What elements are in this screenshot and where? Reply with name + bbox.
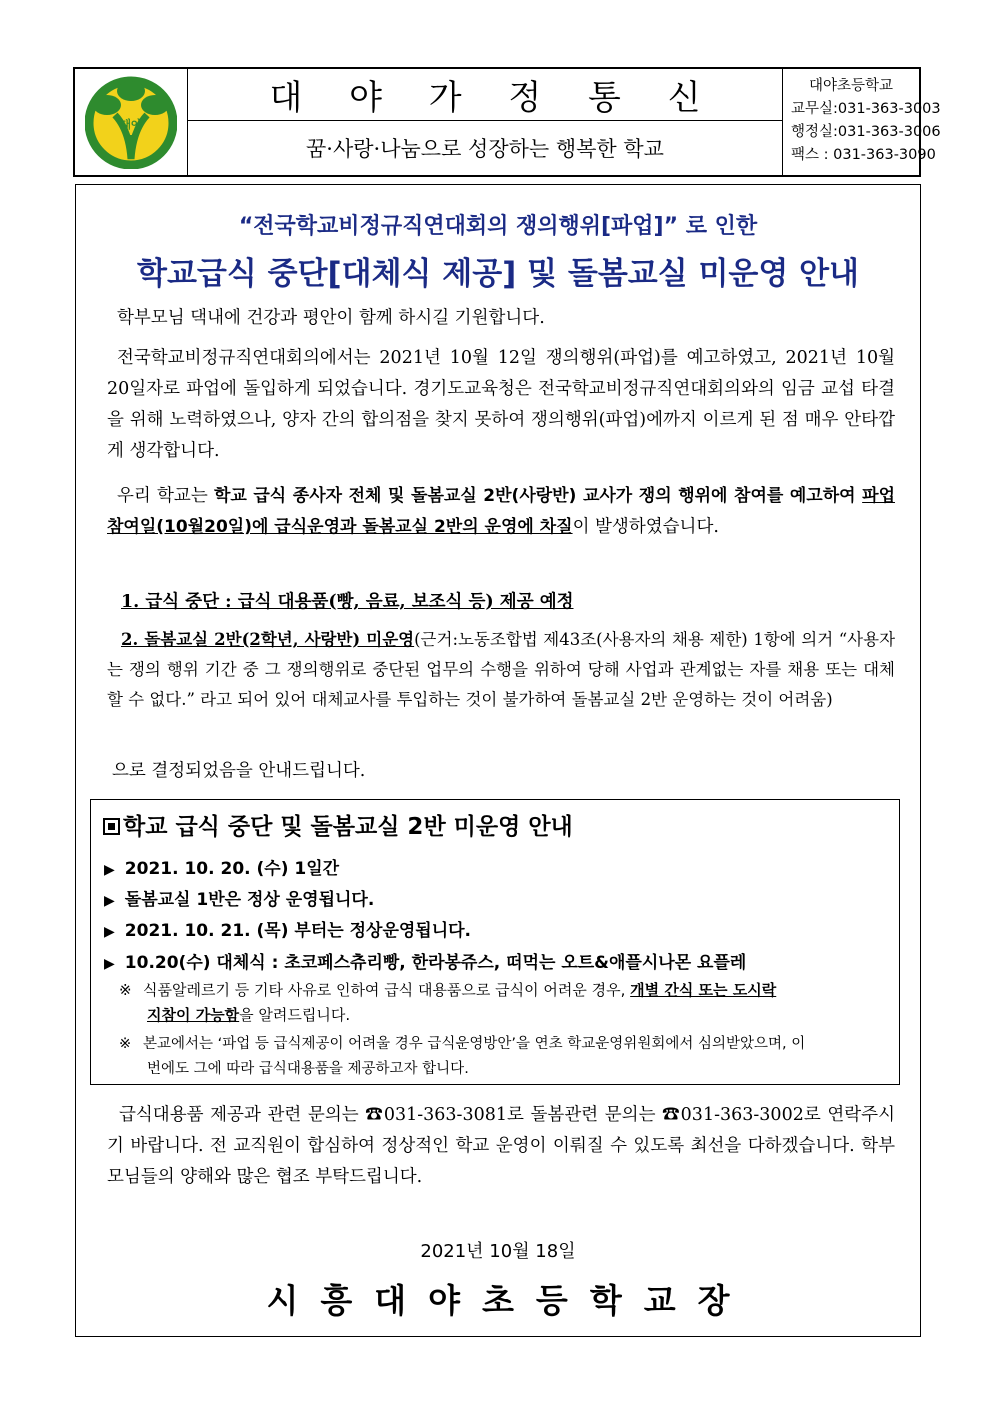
headline-line1: “전국학교비정규직연대회의 쟁의행위[파업]” 로 인한 [238, 214, 758, 239]
triangle-bullet-icon: ▶ [104, 893, 115, 909]
newsletter-title-cell [188, 69, 783, 121]
square-bullet-icon [103, 818, 120, 835]
school-slogan: 꿈·사랑·나눔으로 성장하는 행복한 학교 [306, 137, 664, 161]
impact-text-d: 이 발생하였습니다. [572, 517, 719, 537]
contact-fax: 팩스 : 031-363-3090 [791, 147, 936, 163]
contact-cell [783, 69, 941, 175]
notice-bullet: ▶ 10.20(수) 대체식 : 초코페스츄리빵, 한라봉쥬스, 떠먹는 오트&애플시나몬 요플레 [104, 953, 747, 973]
school-logo-icon [85, 75, 177, 169]
allergy-note: ※ 식품알레르기 등 기타 사유로 인하여 급식 대용품으로 급식이 어려운 경우, 개별 간식 또는 도시락 지참이 가능함을 알려드립니다. [119, 978, 889, 1028]
committee-note: ※ 본교에서는 ‘파업 등 급식제공이 어려울 경우 급식운영방안’을 연초 학교운영위원회에서 심의받았으며, 이 번에도 그에 따라 급식대용품을 제공하고자 합니다. [119, 1032, 889, 1082]
note-mark: ※ [119, 981, 132, 999]
triangle-bullet-icon: ▶ [104, 862, 115, 878]
impact-text-a: 우리 학교는 [117, 486, 214, 506]
notice-bullet: ▶ 2021. 10. 20. (수) 1일간 [104, 859, 340, 879]
letterhead [73, 67, 941, 177]
note-emphasis-cont: 지참이 가능함 [147, 1006, 240, 1024]
logo-text: 대야 [120, 118, 142, 131]
triangle-bullet-icon: ▶ [104, 956, 115, 972]
greeting-paragraph: 학부모님 댁내에 건강과 평안이 함께 하시길 기원합니다. [117, 308, 545, 328]
triangle-bullet-icon: ▶ [104, 924, 115, 940]
notice-bullet: ▶ 돌봄교실 1반은 정상 운영됩니다. [104, 890, 375, 910]
decision-paragraph: 으로 결정되었음을 안내드립니다. [112, 761, 366, 781]
school-name: 대야초등학교 [808, 78, 894, 94]
impact-paragraph [107, 481, 895, 543]
newsletter-title: 대 야 가 정 통 신 [269, 78, 719, 118]
strike-background-paragraph: 전국학교비정규직연대회의에서는 2021년 10월 12일 쟁의행위(파업)를 예고하였고, 2021년 10월 20일자로 파업에 돌입하게 되었습니다. 경기도교육청은 전국학교비정규직연대회의와의 임금 교섭 타결을 위해 노력하였으나, 양자 간의 합의점을 찾지 못하여 쟁의행위(파업)에까지 이르게 된 점 매우 안타깝게 생각합니다. [107, 348, 895, 461]
impact-text-b: 학교 급식 종사자 전체 및 돌봄교실 2반(사랑반) 교사가 쟁의 행위에 참여를 예고하여 [213, 486, 863, 506]
item2-legal-basis: (근거:노동조합법 제43조(사용자의 채용 제한) 1항에 의거 “사용자는 쟁의 행위 기간 중 그 쟁의행위로 중단된 업무의 수행을 위하여 당해 사업과 관계없는 자를 채용 또는 대체할 수 없다.” 라고 되어 있어 대체교사를 투입하는 것이 불가하여 돌봄교실 2반 운영하는 것이 어려움) [107, 630, 896, 709]
impact-text-c: 파업참여일(10월20일)에 급식운영과 돌봄교실 2반의 운영에 차질 [107, 486, 895, 537]
logo-cell [75, 69, 188, 175]
note-emphasis: 개별 간식 또는 도시락 [630, 981, 777, 999]
notice-box [90, 799, 900, 1085]
headline-line2: 학교급식 중단[대체식 제공] 및 돌봄교실 미운영 안내 [137, 256, 859, 292]
notice-bullet: ▶ 2021. 10. 21. (목) 부터는 정상운영됩니다. [104, 921, 472, 941]
closing-paragraph: 급식대용품 제공과 관련 문의는 ☎031-363-3081로 돌봄관련 문의는 ☎031-363-3002로 연락주시기 바랍니다. 전 교직원이 합심하여 정상적인 학교 운영이 이뤄질 수 있도록 최선을 다하겠습니다. 학부모님들의 양해와 많은 협조 부탁드립니다. [107, 1105, 895, 1187]
letter-body-frame [75, 184, 921, 1337]
letter-date: 2021년 10월 18일 [420, 1241, 576, 1262]
notice-title: 학교 급식 중단 및 돌봄교실 2반 미운영 안내 [103, 808, 573, 841]
slogan-cell [188, 121, 783, 175]
note-mark: ※ [119, 1036, 132, 1052]
contact-teachers-office: 교무실:031-363-3003 [791, 101, 941, 117]
item2-title: 2. 돌봄교실 2반(2학년, 사랑반) 미운영 [121, 630, 415, 649]
principal-signature: 시흥대야초등학교장 [266, 1281, 752, 1320]
item-meal-suspension: 1. 급식 중단 : 급식 대용품(빵, 음료, 보조식 등) 제공 예정 [121, 592, 574, 612]
item-care-class-closure [107, 625, 895, 715]
contact-admin-office: 행정실:031-363-3006 [791, 124, 941, 140]
